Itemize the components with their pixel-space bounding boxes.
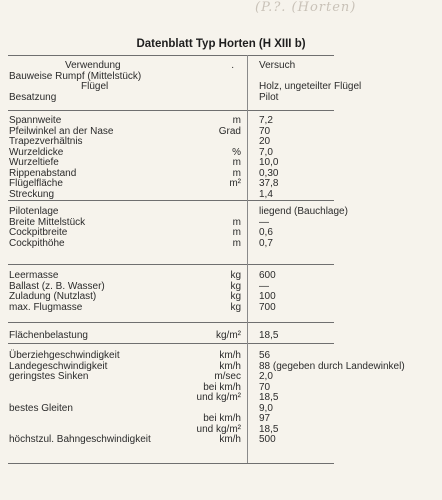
table-row xyxy=(0,189,442,200)
row-value: 0,6 xyxy=(259,227,273,238)
table-row xyxy=(0,350,442,361)
row-unit: Grad xyxy=(218,125,241,137)
table-row xyxy=(0,382,442,393)
table-row xyxy=(0,330,442,341)
row-value: 0,30 xyxy=(259,167,279,179)
row-label: Überziehgeschwindigkeit xyxy=(9,350,120,361)
row-unit: km/h xyxy=(219,434,241,445)
table-row xyxy=(0,238,442,249)
row-label: Landegeschwindigkeit xyxy=(9,360,108,372)
row-unit: bei km/h xyxy=(203,413,241,424)
row-label: bestes Gleiten xyxy=(9,402,73,414)
section-divider xyxy=(8,110,334,111)
section-divider xyxy=(8,343,334,344)
row-value: 1,4 xyxy=(259,188,273,200)
row-unit: km/h xyxy=(219,360,241,372)
row-unit: % xyxy=(232,146,241,158)
row-label: höchstzul. Bahngeschwindigkeit xyxy=(9,434,151,445)
row-unit: kg xyxy=(230,280,241,292)
page-title: Datenblatt Typ Horten (H XIII b) xyxy=(136,38,306,50)
table-row xyxy=(0,392,442,403)
table-row xyxy=(0,424,442,435)
dot-glyph: · xyxy=(231,62,235,73)
table-row xyxy=(0,60,442,71)
table-top-rule xyxy=(8,55,334,56)
row-value: Pilot xyxy=(259,91,279,103)
row-label: Besatzung xyxy=(9,91,57,103)
row-label: Breite Mittelstück xyxy=(9,216,86,228)
row-label: Rippenabstand xyxy=(9,167,77,179)
table-row xyxy=(0,81,442,92)
table-row xyxy=(0,136,442,147)
row-value: 7,0 xyxy=(259,146,273,158)
row-unit: und kg/m² xyxy=(196,423,241,435)
table-row xyxy=(0,92,442,103)
row-label: geringstes Sinken xyxy=(9,371,89,382)
row-value: 37,8 xyxy=(259,178,279,189)
row-value: Holz, ungeteilter Flügel xyxy=(259,81,362,92)
table-row xyxy=(0,434,442,445)
table-row xyxy=(0,281,442,292)
table-row xyxy=(0,371,442,382)
row-unit: bei km/h xyxy=(203,381,241,393)
row-value: 18,5 xyxy=(259,330,279,341)
row-value: 10,0 xyxy=(259,157,279,168)
row-unit: m xyxy=(232,237,241,249)
row-unit: m xyxy=(232,115,241,126)
table-row xyxy=(0,361,442,372)
row-value: liegend (Bauchlage) xyxy=(259,206,348,217)
row-unit: km/h xyxy=(219,350,241,361)
row-label: Ballast (z. B. Wasser) xyxy=(9,280,105,292)
table-row xyxy=(0,147,442,158)
row-label: Cockpitbreite xyxy=(9,227,68,238)
table-row xyxy=(0,403,442,414)
row-value: 500 xyxy=(259,434,276,445)
row-label: Spannweite xyxy=(9,115,62,126)
row-label: Trapezverhältnis xyxy=(9,136,83,147)
row-value: 2,0 xyxy=(259,371,273,382)
row-unit: m xyxy=(232,227,241,238)
row-unit: kg xyxy=(230,270,241,281)
row-value: 70 xyxy=(259,381,271,393)
section-divider xyxy=(8,463,334,464)
table-row xyxy=(0,291,442,302)
row-label: max. Flugmasse xyxy=(9,301,83,313)
table-row xyxy=(0,168,442,179)
row-value: 56 xyxy=(259,350,271,361)
row-value: — xyxy=(259,216,269,228)
row-value: 70 xyxy=(259,125,271,137)
row-value: 9,0 xyxy=(259,402,273,414)
row-value: 18,5 xyxy=(259,392,279,403)
row-label: Verwendung xyxy=(65,60,121,71)
table-row xyxy=(0,206,442,217)
row-value: 20 xyxy=(259,136,271,147)
row-label: Bauweise Rumpf (Mittelstück) xyxy=(9,70,142,82)
row-value: Versuch xyxy=(259,60,296,71)
row-unit: m xyxy=(232,216,241,228)
row-unit: m xyxy=(232,167,241,179)
row-unit: m xyxy=(232,157,241,168)
row-label: Wurzeltiefe xyxy=(9,157,59,168)
table-row xyxy=(0,217,442,228)
row-label: Pfeilwinkel an der Nase xyxy=(9,125,114,137)
row-label: Cockpithöhe xyxy=(9,237,65,249)
table-row xyxy=(0,115,442,126)
row-label: Wurzeldicke xyxy=(9,146,64,158)
row-value: 600 xyxy=(259,270,276,281)
row-value: 0,7 xyxy=(259,237,273,249)
row-label: Streckung xyxy=(9,188,55,200)
row-label: Zuladung (Nutzlast) xyxy=(9,291,97,302)
table-row xyxy=(0,302,442,313)
row-label: Flügel xyxy=(81,81,109,92)
table-row xyxy=(0,71,442,82)
table-row xyxy=(0,227,442,238)
row-unit: kg xyxy=(230,301,241,313)
section-divider xyxy=(8,200,334,201)
table-row xyxy=(0,126,442,137)
row-unit: und kg/m² xyxy=(196,392,241,403)
row-label: Leermasse xyxy=(9,270,59,281)
row-label: Pilotenlage xyxy=(9,206,59,217)
row-value: 88 (gegeben durch Landewinkel) xyxy=(259,360,405,372)
row-unit: m² xyxy=(229,178,241,189)
table-row xyxy=(0,413,442,424)
row-unit: kg/m² xyxy=(216,330,241,341)
row-label: Flächenbelastung xyxy=(9,330,88,341)
row-value: 18,5 xyxy=(259,423,279,435)
table-row xyxy=(0,157,442,168)
section-divider xyxy=(8,322,334,323)
section-divider xyxy=(8,264,334,265)
row-value: 700 xyxy=(259,301,276,313)
row-value: 7,2 xyxy=(259,115,273,126)
row-unit: kg xyxy=(230,291,241,302)
table-row xyxy=(0,270,442,281)
row-label: Flügelfläche xyxy=(9,178,63,189)
row-value: 97 xyxy=(259,413,271,424)
handwritten-note: (P.?. (Horten) xyxy=(255,0,357,15)
row-unit: m/sec xyxy=(214,371,241,382)
table-row xyxy=(0,178,442,189)
row-value: — xyxy=(259,280,269,292)
row-value: 100 xyxy=(259,291,276,302)
